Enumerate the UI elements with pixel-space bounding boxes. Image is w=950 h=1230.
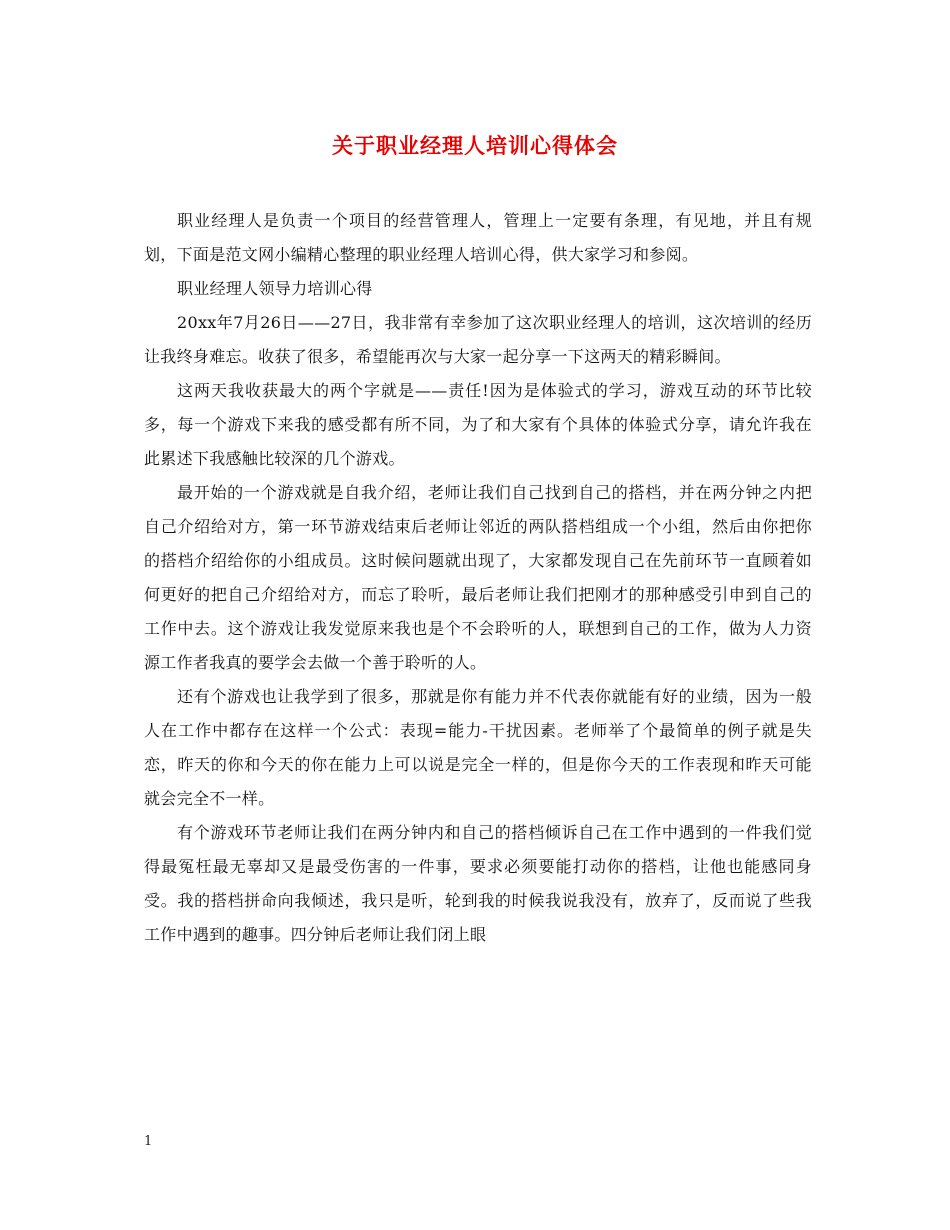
paragraph-subheading: 职业经理人领导力培训心得: [177, 279, 373, 298]
document-title: 关于职业经理人培训心得体会: [332, 133, 618, 158]
paragraph-intro: 职业经理人是负责一个项目的经营管理人，管理上一定要有条理，有见地，并且有规划，下面是范文网小编精心整理的职业经理人培训心得，供大家学习和参阅。: [144, 211, 812, 264]
document-body: [144, 204, 812, 952]
paragraph-date: 20xx年7月26日——27日，我非常有幸参加了这次职业经理人的培训，这次培训的经历让我终身难忘。收获了很多，希望能再次与大家一起分享一下这两天的精彩瞬间。: [144, 313, 812, 366]
paragraph-formula-game: 还有个游戏也让我学到了很多，那就是你有能力并不代表你就能有好的业绩，因为一般人在工作中都存在这样一个公式：表现=能力-干扰因素。老师举了个最简单的例子就是失恋，昨天的你和今天的你在能力上可以说是完全一样的，但是你今天的工作表现和昨天可能就会完全不一样。: [144, 687, 812, 808]
paragraph-confide-game: 有个游戏环节老师让我们在两分钟内和自己的搭档倾诉自己在工作中遇到的一件我们觉得最冤枉最无辜却又是最受伤害的一件事，要求必须要能打动你的搭档，让他也能感同身受。我的搭档拼命向我倾述，我只是听，轮到我的时候我说我没有，放弃了，反而说了些我工作中遇到的趣事。四分钟后老师让我们闭上眼: [144, 823, 812, 944]
page-number: 1: [144, 1134, 153, 1149]
paragraph-self-intro-game: 最开始的一个游戏就是自我介绍，老师让我们自己找到自己的搭档，并在两分钟之内把自己介绍给对方，第一环节游戏结束后老师让邻近的两队搭档组成一个小组，然后由你把你的搭档介绍给你的小组成员。这时候问题就出现了，大家都发现自己在先前环节一直顾着如何更好的把自己介绍给对方，而忘了聆听，最后老师让我们把刚才的那种感受引申到自己的工作中去。这个游戏让我发觉原来我也是个不会聆听的人，联想到自己的工作，做为人力资源工作者我真的要学会去做一个善于聆听的人。: [144, 483, 812, 672]
paragraph-responsibility: 这两天我收获最大的两个字就是——责任!因为是体验式的学习，游戏互动的环节比较多，每一个游戏下来我的感受都有所不同，为了和大家有个具体的体验式分享，请允许我在此累述下我感触比较深的几个游戏。: [144, 381, 812, 468]
